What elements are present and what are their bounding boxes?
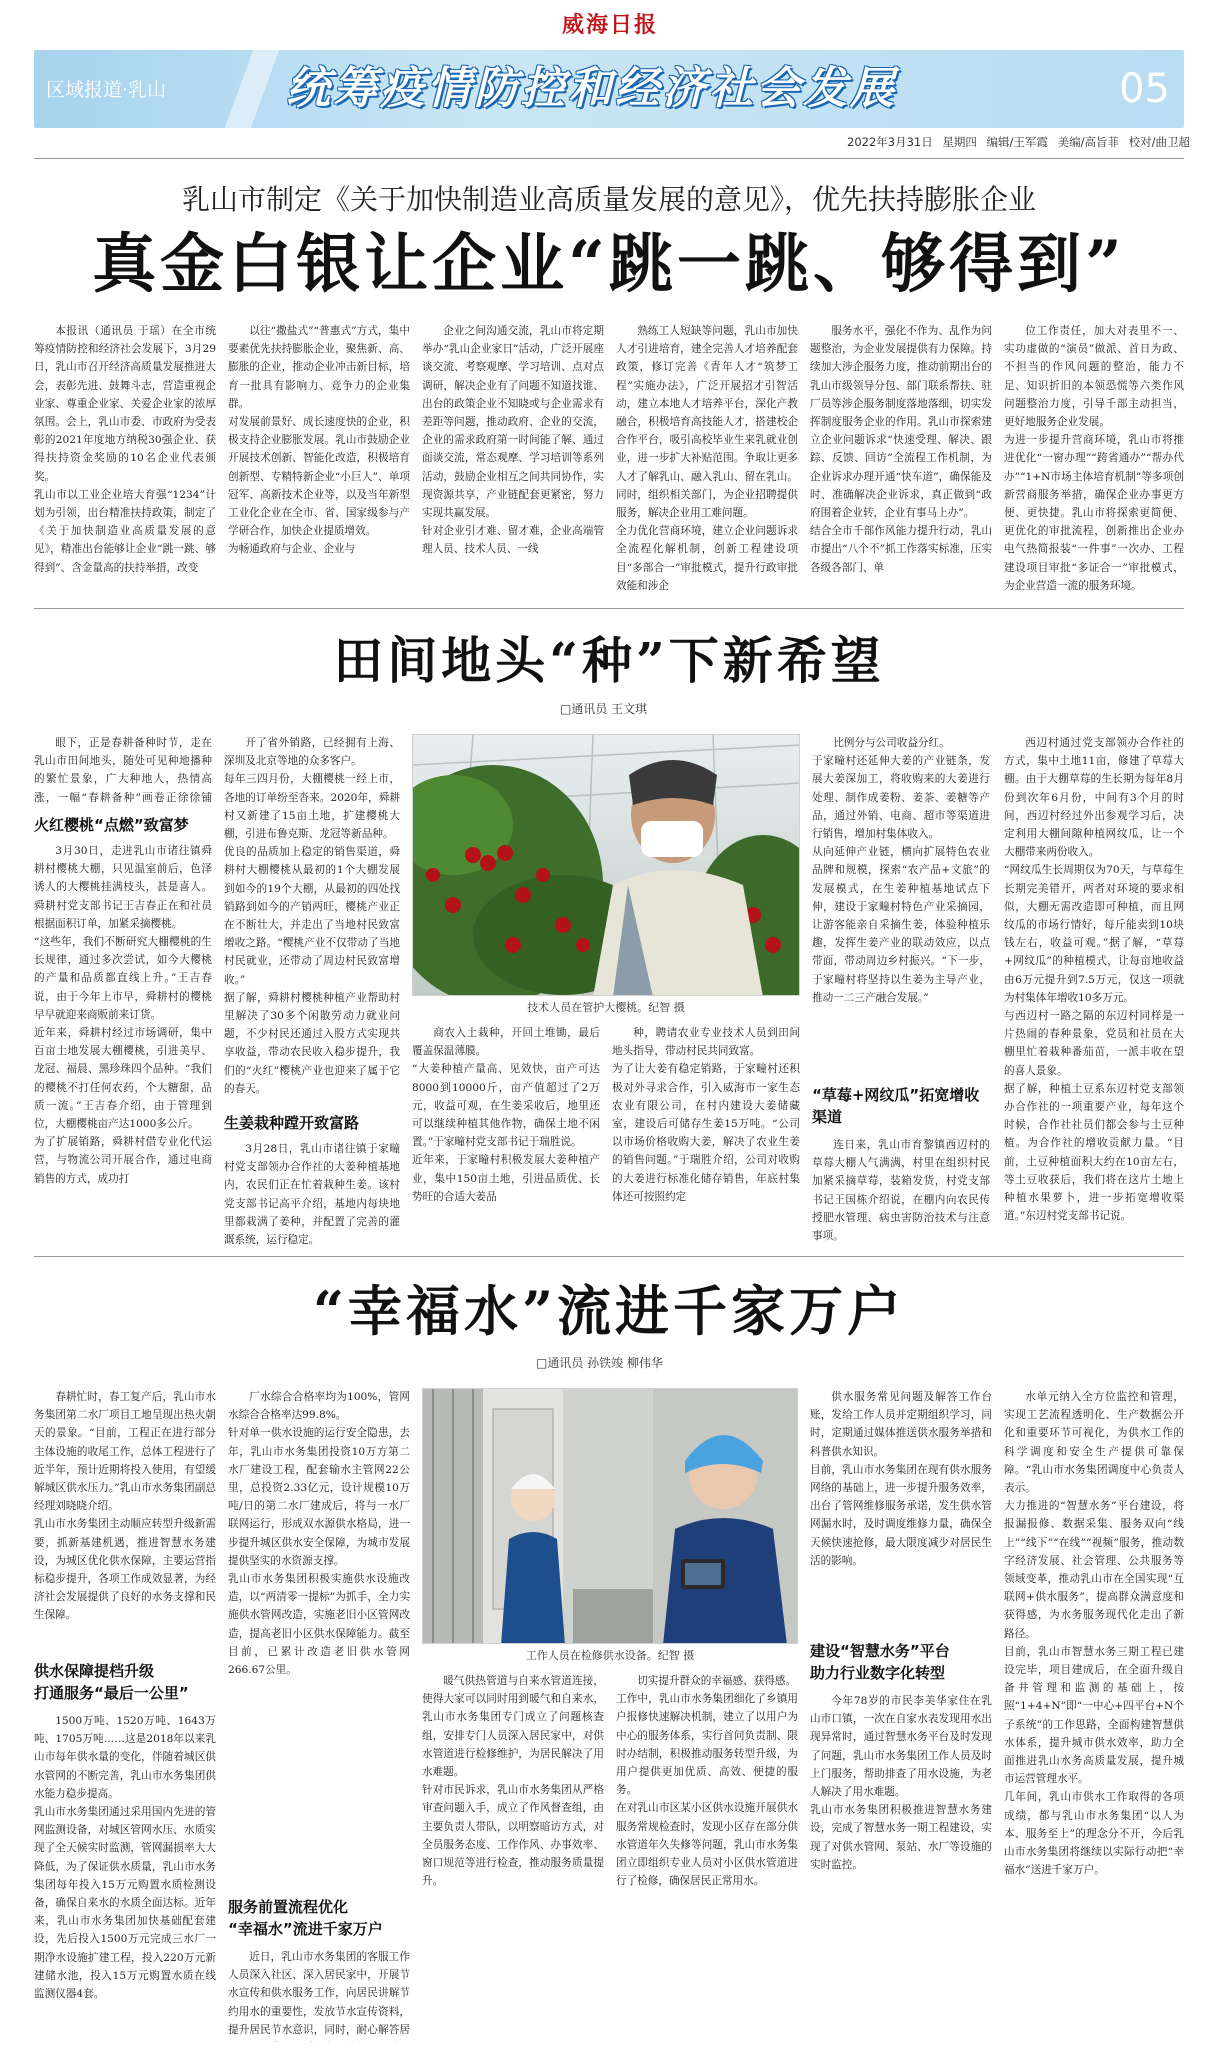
article2-text: 眼下，正是春耕备种时节，走在乳山市田间地头，随处可见种地播种的繁忙景象，广大种地人，热情高涨，一幅“春耕备种”画卷正徐徐铺 [34,737,212,804]
article1-text: 位工作责任，加大对表里不一、实功虚做的“演员”做派、首日为政、不担当的作风问题的整治，能力不足、知识折旧的本领恐慌等六类作风问题整治力度，引导千部主动担当，更好地服务企业发展。 为进一步提升营商环境，乳山市将推进优化“一窗办理”“跨省通办”“帮办代办”“1+N市场主体培育机制”等多项创新营商服务举措，确保企业办事更方便、更快捷。乳山市将探索更简便、更优化的审批流程，创新推出企业办电气热简报装“一件事”一次办、工程建设项目审批“多证合一”审批模式，为企业营造一流的服务环境。 [1004,325,1184,592]
section-banner [34,50,1184,128]
article3-subhead: 服务前置流程优化 “幸福水”流进千家万户 [228,1898,383,1938]
article2-subhead: 火红樱桃“点燃”致富梦 [34,816,189,834]
section-label: 区域报道·乳山 [46,79,167,101]
cherry-photo-caption: 技术人员在管护大樱桃。纪智 摄 [527,1001,685,1014]
art-editor-credit: 美编/高旨菲 [1057,135,1119,149]
article1-column [810,322,992,597]
article1-column [1004,322,1184,597]
article3-text: 厂水综合合格率均为100%，管网水综合合格率达99.8%。 针对单一供水设施的运行安全隐患，去年，乳山市水务集团投资10万方第二水厂建设工程，配套输水主管网22公里，总投资2.33亿元，设计规模10万吨/日的第二水厂建成后，将与一水厂联网运行，形成双水源供水格局，进一步提升城区供水安全保障，为城市发展提供坚实的水资源支撑。 乳山市水务集团积极实施供水设施改造，以“两清零一提标”为抓手，全力实施供水管网改造，实施老旧小区管网改造，提高老旧小区供水保障能力。截至目前，已累计改造老旧供水管网266.67公里。 [228,1391,410,1677]
article1-text: 熟练工人短缺等问题，乳山市加快人才引进培育，建全完善人才培养配套政策，修订完善《青年人才“筑梦工程”实施办法》，广泛开展招才引智活动，建立本地人才培养平台，深化产教融合，积极培育高技能人才，搭建校企合作平台，吸引高校毕业生来乳就业创业，进一步扩大补贴范围。争取让更多人才了解乳山、融入乳山、留在乳山。同时，组织相关部门，为企业招聘提供服务，解决企业用工难问题。 全力优化营商环境，建立企业问题诉求全流程化解机制，创新工程建设项目“多部合一”审批模式，提升行政审批效能和涉企 [616,325,798,592]
article3-column [616,1672,798,2042]
article3-column [34,1388,216,1650]
article3-text: 水单元纳入全方位监控和管理，实现工艺流程透明化、生产数据公开化和重要环节可视化，为供水工作的科学调度和安全生产提供可靠保障。“乳山市水务集团调度中心负责人表示。 大力推进的“智慧水务”平台建设，将报漏报修、数据采集、服务双向“线上”“线下”“在线”“视频”服务，推动数字经济发展、社会管理、公共服务等领域变革，推动乳山市在全国实现“互联网+供水服务”，提高群众满意度和获得感，为水务服务现代化走出了新路径。 目前，乳山市智慧水务三期工程已建设完毕，项目建成后，在全面升级自备井管理和监测的基础上，按照“1+4+N”即“一中心+四平台+N个子系统”的工作思路，全面构建智慧供水体系，提升城市供水效率，助力全面推进乳山水务高质量发展，提升城市运营管理水平。 几年间，乳山市供水工作取得的各项成绩，都与乳山市水务集团“以人为本、服务至上”的理念分不开，今后乳山市水务集团将继续以实际行动把“幸福水”送进千家万户。 [1004,1391,1184,1877]
article3-text: 今年78岁的市民李美华家住在乳山市口镇，一次在自家水表发现用水出现异常时，通过智慧水务平台及时发现了问题，乳山市水务集团工作人员及时上门服务，帮助排查了用水设施，为老人解决了用水难题。 乳山市水务集团积极推进智慧水务建设，完成了智慧水务一期工程建设，实现了对供水管网、泵站、水厂等设施的实时监控。 [810,1695,992,1871]
article2-headline: 田间地头“种”下新希望 [333,631,885,690]
article2-byline: □通讯员 王文琪 [560,702,648,716]
article2-subhead: 生姜栽种蹚开致富路 [224,1114,360,1132]
article1-headline: 真金白银让企业“跳一跳、够得到” [92,227,1126,302]
article3-column [810,1692,992,2042]
editor-credit: 编辑/王军霞 [986,135,1048,149]
article2-column [612,1024,800,1248]
article2-text: 3月28日，乳山市诸往镇于家疃村党支部领办合作社的大姜种植基地内，农民们正在忙着栽种生姜。该村党支部书记高平介绍，基地内每块地里都栽满了姜种，并配置了完善的灌溉系统，运行稳定。 [224,1143,400,1247]
article2-column [224,1140,400,1248]
proofreader-credit: 校对/曲卫超 [1128,135,1190,149]
article1-text: 本报讯（通讯员 于瑶）在全市统筹疫情防控和经济社会发展下，3月29日，乳山市召开经济高质量发展推进大会，表彰先进、鼓舞斗志，营造重视企业家、尊重企业家、关爱企业家的浓厚氛围。会上，乳山市委、市政府为受表彰的2021年度地方纳税30强企业、获得扶持资金奖励的10名企业代表颁奖。 乳山市以工业企业培大育强“1234”计划为引领，出台精准扶持政策，制定了《关于加快制造业高质量发展的意见》，精准出台能够让企业“跳一跳、够得到”、含金量高的扶持举措，改变 [34,325,216,574]
article1-column [616,322,798,597]
divider [34,608,1184,609]
article2-column [812,734,990,1074]
article2-text: 开了省外销路，已经拥有上海、深圳及北京等地的众多客户。 每年三四月份，大棚樱桃一经上市，各地的订单纷至沓来。2020年，舜耕村又新建了15亩土地，扩建樱桃大棚，引进布鲁克斯、龙冠等新品种。 优良的品质加上稳定的销售渠道，舜耕村大棚樱桃从最初的1个大棚发展到如今的19个大棚，从最初的四处找销路到如今的产销两旺，樱桃产业正在不断壮大，并走出了当地村民致富增收之路。“樱桃产业不仅带动了当地村民就业，还带动了周边村民致富增收。” 据了解，舜耕村樱桃种植产业帮助村里解决了30多个闲散劳动力就业问题，不少村民还通过入股方式实现共享收益，带动农民收入稳步提升，我们的“火红”樱桃产业也迎来了属于它的春天。 [224,737,400,1095]
article3-column [34,1712,216,2042]
article3-column [422,1672,604,2042]
article2-text: 西辺村通过党支部领办合作社的方式，集中土地11亩，修建了草莓大棚。由于大棚草莓的生长期为每年8月份到次年6月份，中间有3个月的时间，西辺村经过外出参观学习后，决定利用大棚间隙种植网纹瓜，让一个大棚带来两份收入。 “网纹瓜生长周期仅为70天，与草莓生长期完美错开，两者对环境的要求相似，大棚无需改造即可种植，而且网纹瓜的市场行情好，每斤能卖到10块钱左右，收益可观。”据了解，“草莓+网纹瓜”的种植模式，让每亩地收益由6万元提升到7.5万元，仅这一项就为村集体年增收10多万元。 与西辺村一路之隔的东辺村同样是一片热闹的春种景象，党员和社员在大棚里忙着栽种番茄苗，一派丰收在望的喜人景象。 据了解，种植土豆系东辺村党支部领办合作社的一项重要产业，每年这个时候，合作社社员们都会参与土豆种植。为合作社的增收贡献力量。“目前，土豆种植面积大约在10亩左右，等土豆收获后，我们将在这片土地上种植水果萝卜，进一步拓宽增收渠道。”东辺村党支部书记说。 [1004,737,1184,1223]
article1-column [228,322,410,597]
article3-text: 切实提升群众的幸福感、获得感。 工作中，乳山市水务集团细化了乡镇用户报修快速解决机制，建立了以用户为中心的服务体系，实行首问负责制、限时办结制，积极推动服务转型升级，为用户提供更加优质、高效、便捷的服务。 在对乳山市区某小区供水设施开展供水服务常规检查时，发现小区存在部分供水管道年久失修等问题，乳山市水务集团立即组织专业人员对小区供水管道进行了检修，确保居民正常用水。 [616,1675,798,1888]
article2-column [34,842,212,1248]
banner-theme: 统筹疫情防控和经济社会发展 [286,63,897,114]
article3-subhead: 建设“智慧水务”平台 助力行业数字化转型 [810,1642,950,1682]
article2-column [812,1136,990,1248]
article2-text: 连日来，乳山市育黎镇西辺村的草莓大棚人气满满，村里在组织村民加紧采摘草莓，装箱发货，村党支部书记王国栋介绍说，在棚内向农民传授肥水管理、病虫害防治技术与注意事项。 [812,1139,990,1243]
article3-text: 春耕忙时，春工复产后，乳山市水务集团第二水厂项目工地呈现出热火朝天的景象。“目前，工程正在进行部分主体设施的收尾工作，总体工程进行了近半年，预计近期将投入使用，有望缓解城区供水压力。”乳山市水务集团副总经理刘晓晓介绍。 乳山市水务集团主动顺应转型升级新需要，抓新基建机遇，推进智慧水务建设，为城区优化供水保障，主要运营指标稳步提升，各项工作成效显著，为经济社会发展提供了良好的水务支撑和民生保障。 [34,1391,216,1622]
article2-subhead: “草莓+网纹瓜”拓宽增收渠道 [812,1086,980,1126]
cherry-photo [412,734,800,996]
cherry-photo-illustration [413,735,800,996]
water-photo-illustration [423,1389,798,1644]
article3-text: 供水服务常见问题及解答工作台账，发给工作人员并定期组织学习，同时，定期通过媒体推送供水服务举措和科普供水知识。 目前，乳山市水务集团在现有供水服务网络的基础上，进一步提升服务效率，出台了管网维修服务承诺，发生供水管网漏水时，及时调度维修力量，确保全天候快速抢修，最大限度减少对居民生活的影响。 [810,1391,992,1567]
issue-weekday: 星期四 [942,135,977,149]
article2-intro [34,734,212,806]
article1-text: 以往“撒盐式”“普惠式”方式，集中要素优先扶持膨胀企业，聚焦新、高、膨胀的企业，推动企业冲击新目标，培育一批具有影响力、竞争力的企业集群。 对发展前景好、成长速度快的企业，积极支持企业膨胀发展。乳山市鼓励企业开展技术创新、智能化改造，积极培育创新型、专精特新企业“小巨人”、单项冠军、高新技术企业等，以及当年新型工业化企业在全市、省、国家级参与产学研合作，加快企业提质增效。 为畅通政府与企业、企业与 [228,325,410,556]
article1-text: 企业之间沟通交流，乳山市将定期举办“乳山企业家日”活动，广泛开展座谈交流、考察观摩、学习培训、点对点调研，解决企业有了问题不知道找谁、出台的政策企业不知晓或与企业需求有差距等问题，推动政府、企业的交流，企业的需求政府第一时间能了解、通过面谈交流，常态观摩、学习培训等系列活动，鼓励企业相互之间共同协作，实现资源共享，产业链配套更紧密，努力实现共赢发展。 针对企业引才难、留才难，企业高端管理人员、技术人员、一线 [422,325,604,556]
article1-column [422,322,604,597]
divider [34,1256,1184,1257]
article2-text: 比例分与公司收益分红。 于家疃村还延伸大姜的产业链条，发展大姜深加工，将收购来的大姜进行处理、制作成姜粉、姜茶、姜糖等产品，通过外销、电商、超市等渠道进行销售，增加村集体收入。 从向延伸产业链，横向扩展特色农业品牌和规模，探索“农产品+文旅”的发展模式，在生姜种植基地试点下伸，建设于家疃村特色产业采摘园，让游客能亲自采摘生姜，体验种植乐趣，发挥生姜产业的联动效应，以点带面，带动周边乡村振兴。“下一步，于家疃村将坚持以生姜为主导产业，推动一二三产融合发展。” [812,737,990,1004]
issue-date: 2022年3月31日 [847,135,933,149]
article3-text: 1500万吨、1520万吨、1643万吨、1705万吨……这是2018年以来乳山市每年供水量的变化，伴随着城区供水管网的不断完善，乳山市水务集团供水能力稳步提高。 乳山市水务集团通过采用国内先进的管网监测设备，对城区管网水压、水质实现了全天候实时监测，管网漏损率大大降低，为了保证供水质量，乳山市水务集团每年投入15万元购置水质检测设备，确保自来水的水质全面达标。近年来，乳山市水务集团加快基础配套建设，先后投入1500万元完成三水厂一期净水设施扩建工程，投入220万元新建储水池，投入15万元购置水质在线监测仪器4套。 [34,1715,216,2001]
article3-column [1004,1388,1184,2042]
article1-kicker: 乳山市制定《关于加快制造业高质量发展的意见》，优先扶持膨胀企业 [181,183,1036,216]
water-photo [422,1388,798,1644]
article3-column [810,1388,992,1630]
article2-text: 3月30日，走进乳山市诸往镇舜耕村樱桃大棚，只见温室前后，色泽诱人的大樱桃挂满枝头，甚是喜人。舜耕村党支部书记王吉春正在和社员根据面积订单，加紧采摘樱桃。 “这些年，我们不断研究大棚樱桃的生长规律，通过多次尝试，如今大樱桃的产量和品质都直线上升。”王吉春说，由于今年上市早，舜耕村的樱桃早早就迎来商贩前来订货。 近年来，舜耕村经过市场调研，集中百亩土地发展大棚樱桃，引进美早、龙冠、福晨、黑珍珠四个品种。“我们的樱桃不打任何农药，个大糖甜，品质一流。”王吉春介绍，由于管理到位，大棚樱桃亩产达1000多公斤。 为了扩展销路，舜耕村借专业化代运营，与物流公司开展合作，通过电商销售的方式，成功打 [34,845,212,1185]
article3-text: 暖气供热管道与自来水管道连接，使得大家可以同时用到暖气和自来水，乳山市水务集团专门成立了问题核查组，安排专门人员深入居民家中，对供水管道进行检修维护，为居民解决了用水难题。 针对市民诉求，乳山市水务集团从严格审查问题入手，成立了作风督查组，由主要负责人带队，以明察暗访方式，对全员服务态度、工作作风、办事效率、窗口规范等进行检查，推动服务质量提升。 [422,1675,604,1888]
article1-column [34,322,216,597]
article2-column [224,734,400,1104]
article3-column [228,1948,410,2042]
article3-byline: □通讯员 孙铁竣 柳伟华 [536,1356,663,1370]
water-photo-caption: 工作人员在检修供水设备。纪智 摄 [525,1649,695,1662]
article3-subhead: 供水保障提档升级 打通服务“最后一公里” [34,1662,189,1702]
masthead-logo: 威海日报 [561,12,658,38]
article2-text: 种，聘请农业专业技术人员到田间地头指导，带动村民共同致富。 为了让大姜有稳定销路，于家疃村还积极对外寻求合作，引入威海市一家生态农业有限公司，在村内建设大姜储藏室，建设后可储存生姜15万吨。“公司以市场价格收购大姜，解决了农业生姜的销售问题。”于瑞胜介绍，公司对收购的大姜进行标准化储存销售，年底村集体还可按照约定 [612,1027,800,1203]
dateline [600,134,1190,154]
article2-column [1004,734,1184,1248]
article3-headline: “幸福水”流进千家万户 [312,1279,906,1343]
article2-text: 商农入土栽种，开回土堆锄，最后覆盖保温薄膜。 “大姜种植产量高、见效快，亩产可达8000到10000斤，亩产值超过了2万元，收益可观，在生姜采收后，地里还可以继续种植其他作物，确保土地不闲置。”于家疃村党支部书记于瑞胜说。 近年来，于家疃村积极发展大姜种植产业，集中150亩土地，引进品质优、长势旺的合适大姜品 [412,1027,600,1203]
page-number: 05 [1119,66,1170,112]
article1-text: 服务水平，强化不作为、乱作为问题整治，为企业发展提供有力保障。持续加大涉企服务力度，推动前期出台的乳山市级领导分包、部门联系帮扶、驻厂员等涉企服务制度落地落细，切实发挥制度服务企业的作用。乳山市探索建立企业问题诉求“快速受理、解决、跟踪、反馈、回访”全流程工作机制，为企业诉求办理开通“快车道”，确保能及时、准确解决企业诉求，真正做到“政府围着企业转，企业有事马上办”。 结合全市千部作风能力提升行动，乳山市提出“八个不”抓工作落实标准，压实各级各部门、单 [810,325,992,574]
divider [34,158,1184,159]
article3-column [228,1388,410,1888]
article3-text: 近日，乳山市水务集团的客服工作人员深入社区、深入居民家中，开展节水宣传和供水服务工作，向居民讲解节约用水的重要性，发放节水宣传资料，提升居民节水意识，同时，耐心解答居 [228,1951,410,2036]
article2-column [412,1024,600,1248]
